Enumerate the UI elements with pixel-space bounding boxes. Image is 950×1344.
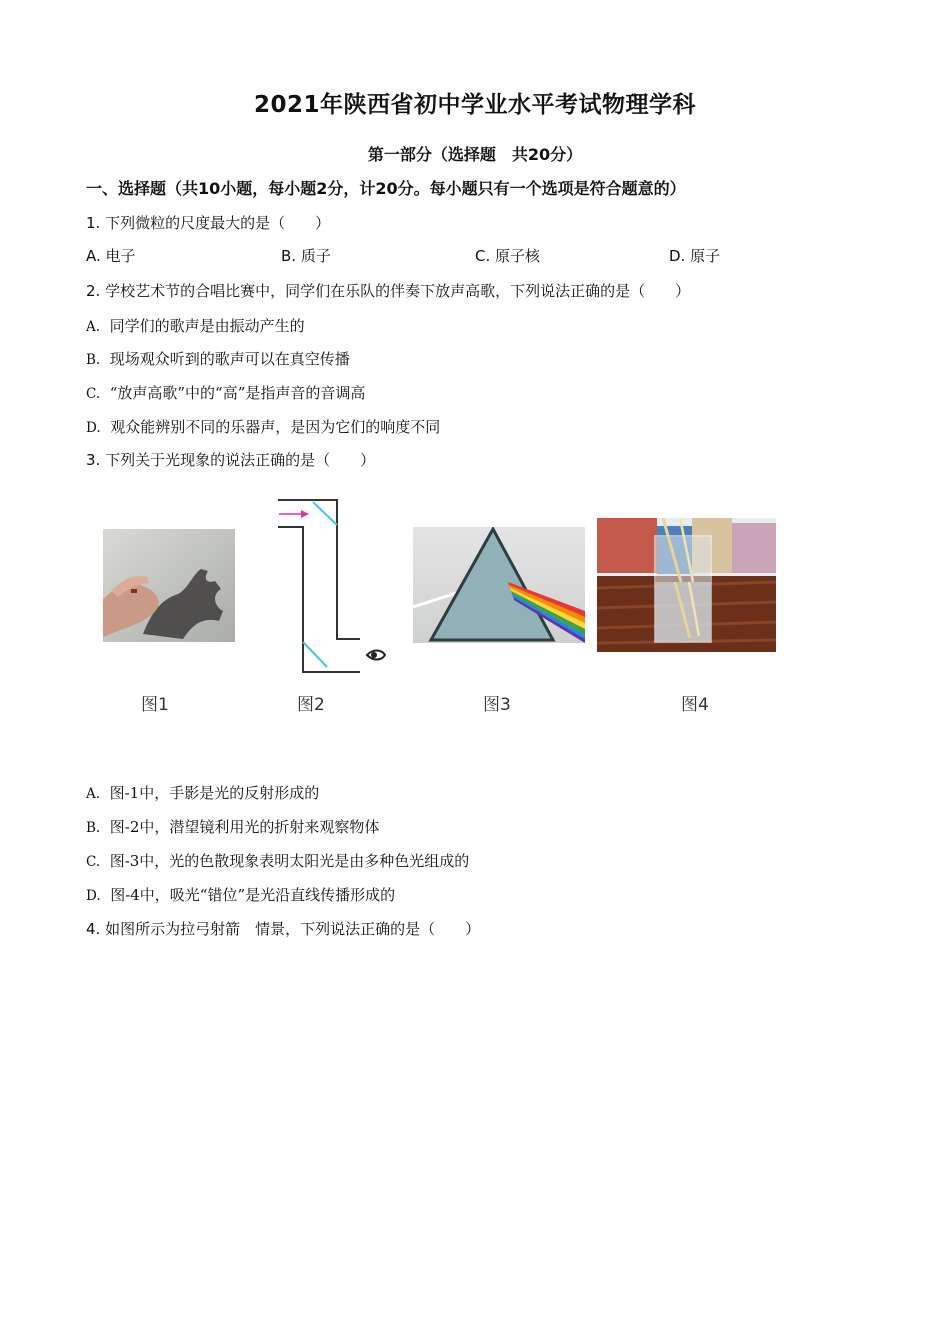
figure-4-straw-glass — [597, 518, 776, 652]
option-a: A. 电子 — [86, 247, 136, 265]
question-text: 下列微粒的尺度最大的是（ ） — [105, 214, 331, 232]
option-d: D. 原子 — [669, 247, 721, 265]
option-b: B. 图-2中，潜望镜利用光的折射来观察物体 — [86, 818, 380, 836]
question-1-options — [86, 245, 866, 267]
question-3 — [86, 449, 375, 470]
question-number: 2. — [86, 282, 101, 300]
question-1 — [86, 212, 330, 233]
option-b: B. 现场观众听到的歌声可以在真空传播 — [86, 350, 350, 368]
part-heading: 第一部分（选择题 共20分） — [367, 145, 583, 164]
question-text: 学校艺术节的合唱比赛中，同学们在乐队的伴奏下放声高歌，下列说法正确的是（ ） — [105, 282, 691, 300]
page-title: 2021年陕西省初中学业水平考试物理学科 — [253, 92, 696, 118]
option-c: C. “放声高歌”中的“高”是指声音的音调高 — [86, 384, 366, 402]
eye-icon — [367, 651, 385, 660]
figure-4-caption: 图4 — [681, 695, 709, 715]
option-a: A. 图-1中，手影是光的反射形成的 — [86, 784, 320, 802]
section-heading: 一、选择题（共10小题，每小题2分，计20分。每小题只有一个选项是符合题意的） — [86, 179, 686, 198]
question-text: 下列关于光现象的说法正确的是（ ） — [105, 451, 376, 469]
option-c: C. 原子核 — [475, 247, 541, 265]
question-number: 3. — [86, 451, 101, 469]
question-number: 4. — [86, 920, 101, 938]
option-b: B. 质子 — [281, 247, 331, 265]
figure-1-caption: 图1 — [141, 695, 169, 715]
question-4 — [86, 918, 480, 939]
option-a: A. 同学们的歌声是由振动产生的 — [86, 317, 305, 335]
option-d: D. 观众能辨别不同的乐器声，是因为它们的响度不同 — [86, 418, 441, 436]
option-d: D. 图-4中，吸光“错位”是光沿直线传播形成的 — [86, 886, 396, 904]
question-2 — [86, 280, 690, 301]
figure-1-hand-shadow — [103, 529, 235, 642]
figure-3-prism — [413, 527, 585, 643]
figure-2-caption: 图2 — [297, 695, 325, 715]
question-number: 1. — [86, 214, 101, 232]
option-c: C. 图-3中，光的色散现象表明太阳光是由多种色光组成的 — [86, 852, 470, 870]
figure-2-periscope — [275, 497, 390, 674]
figure-3-caption: 图3 — [483, 695, 511, 715]
question-text: 如图所示为拉弓射箭 情景，下列说法正确的是（ ） — [105, 920, 481, 938]
